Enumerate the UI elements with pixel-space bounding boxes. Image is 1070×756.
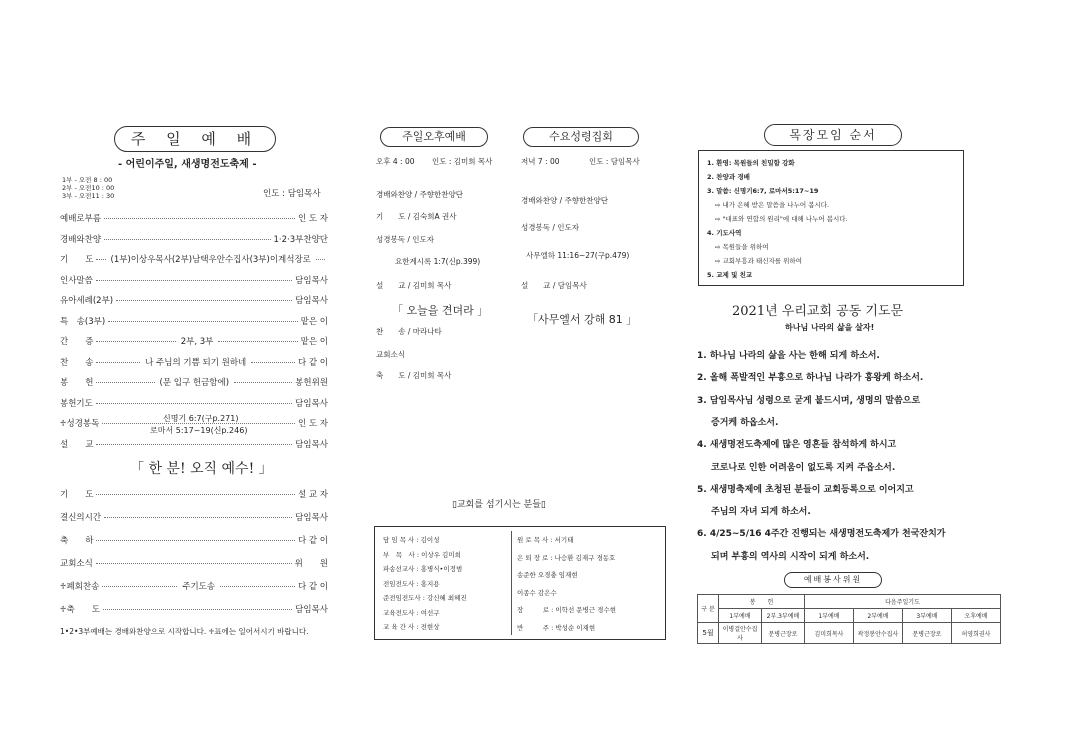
table-header-next: 다음주일기도 [805, 595, 1001, 609]
order-item-detail: 2부, 3부 [180, 337, 214, 347]
dot-leader [116, 300, 292, 301]
order-item-person: 담임목사 [295, 398, 328, 409]
worship-order-row [60, 335, 328, 347]
dot-leader [316, 259, 325, 260]
order-item-label: 봉 헌 [60, 378, 94, 388]
table-sub-4: 2부예배 [854, 609, 903, 623]
worship-order-row [60, 212, 328, 224]
worship-leader: 인도 : 담임목사 [263, 189, 321, 199]
table-cell: 곽정봉안수집사 [854, 623, 903, 644]
order-item-label: 축 하 [60, 536, 94, 546]
dot-leader [220, 586, 295, 587]
order-item-label: 봉헌기도 [60, 398, 93, 409]
order-item-label: 기 도 [60, 255, 94, 265]
table-cell: 이병걸안수집사 [719, 623, 762, 644]
worship-time-3: 3부 - 오전11 : 30 [62, 192, 115, 200]
scripture-2: 로마서 5:17~19(신p.246) [150, 426, 248, 435]
dot-leader [96, 403, 292, 404]
worship-order-row [60, 274, 328, 286]
table-sub-6: 오후예배 [952, 609, 1001, 623]
table-sub-5: 3부예배 [903, 609, 952, 623]
prayer-line: 2. 올해 폭발적인 부흥으로 하나님 나라가 흥왕케 하소서. [697, 373, 924, 384]
worship-order-row [60, 294, 328, 306]
worship-order-row [60, 511, 328, 523]
wednesday-leader: 인도 : 담임목사 [589, 157, 640, 166]
worship-order-row [60, 397, 328, 409]
order-item-label: 인사말씀 [60, 275, 93, 286]
servant-entry: 준전임전도사 : 강신혜 최혜진 [383, 594, 467, 602]
cell-group-item: 2. 찬양과 경배 [707, 173, 750, 181]
order-item-label: ♱축 도 [60, 605, 100, 615]
afternoon-line-8: 축 도 / 김미희 목사 [376, 371, 452, 380]
order-item-person: 인 도 자 [297, 419, 328, 429]
order-item-person: 다 같 이 [297, 536, 328, 546]
dot-leader [104, 218, 295, 219]
table-cell: 문병근장로 [903, 623, 952, 644]
sunday-sermon-title: 「 한 분! 오직 예수! 」 [130, 461, 273, 477]
order-item-detail: 나 주님의 기쁨 되기 원하네 [145, 357, 247, 368]
servant-entry: 이종수 감은수 [517, 588, 557, 597]
wednesday-line-2: 성경봉독 / 인도자 [521, 223, 580, 232]
order-item-person: 위 원 [294, 559, 328, 569]
afternoon-line-1: 경배와찬양 / 주향한찬양단 [376, 190, 463, 199]
order-item-person: 설 교 자 [297, 490, 328, 500]
servant-entry: 은 퇴 장 로 : 나승환 김재구 경동호 [517, 553, 616, 562]
service-committee-title: 예배봉사위원 [784, 572, 882, 588]
order-item-person: 담임목사 [295, 513, 328, 523]
worship-order-row [60, 253, 328, 265]
order-item-label: 경배와찬양 [60, 234, 102, 245]
order-item-label: 결신의시간 [60, 513, 102, 523]
servant-entry: 장 로 : 이학선 문병근 경수현 [517, 606, 617, 614]
prayer-line: 주님의 자녀 되게 하소서. [711, 507, 811, 518]
prayer-line: 되며 부흥의 역사의 시작이 되게 하소서. [711, 551, 870, 562]
afternoon-line-7: 교회소식 [376, 350, 405, 359]
cell-group-title: 목장모임 순서 [764, 124, 902, 146]
worship-order-row [60, 580, 328, 592]
servant-entry: 교육전도사 : 여선구 [383, 608, 440, 617]
dot-leader [96, 540, 295, 541]
afternoon-leader: 인도 : 김미희 목사 [432, 157, 493, 166]
order-item-detail: 주기도송 [182, 582, 216, 592]
order-item-person: 담임목사 [295, 275, 328, 286]
prayer-line: 증거케 하옵소서. [711, 417, 779, 428]
table-month: 5월 [698, 623, 719, 644]
prayer-line: 1. 하나님 나라의 삶을 사는 한해 되게 하소서. [697, 351, 880, 361]
table-header-bongheon: 봉 헌 [719, 595, 805, 609]
prayer-line: 3. 담임목사님 성령으로 굳게 붙드시며, 생명의 말씀으로 [697, 395, 921, 406]
worship-order-row [60, 233, 328, 245]
order-item-detail: (문 입구 헌금함에) [159, 378, 230, 388]
afternoon-sermon-title: 「 오늘을 견뎌라 」 [392, 304, 489, 317]
servants-box [374, 526, 666, 640]
dot-leader [96, 341, 175, 342]
prayer-line: 코로나로 인한 어려움이 없도록 지켜 주옵소서. [711, 462, 896, 473]
dot-leader [96, 280, 292, 281]
order-item-label: 간 증 [60, 337, 94, 347]
dot-leader [108, 321, 297, 322]
dot-leader [96, 259, 105, 260]
worship-order-row [60, 376, 328, 388]
afternoon-time: 오후 4 : 00 [376, 157, 415, 166]
prayer-line: 6. 4/25~5/16 4주간 진행되는 새생명전도축제가 천국잔치가 [697, 529, 946, 540]
cell-group-item: ⇨ 내가 은혜 받은 말씀을 나누어 봅시다. [715, 201, 830, 209]
cell-group-box [698, 150, 964, 286]
worship-footnote: 1•2•3부예배는 경배와찬양으로 시작합니다. ♱표에는 일어서시기 바랍니다. [60, 627, 309, 636]
dot-leader [96, 494, 295, 495]
servant-entry: 부 목 사 : 이상우 김미희 [383, 550, 461, 559]
afternoon-line-5: 설 교 / 김미희 목사 [376, 281, 452, 290]
worship-order-row [60, 603, 328, 615]
table-sub-1: 1부예배 [719, 609, 762, 623]
afternoon-line-6: 찬 송 / 마라나타 [376, 327, 442, 336]
order-item-label: 예배로부름 [60, 214, 102, 224]
cell-group-item: 4. 기도사역 [707, 229, 742, 237]
wednesday-scripture: 사무엘하 11:16~27(구p.479) [526, 251, 630, 260]
order-item-label: 설 교 [60, 439, 94, 450]
order-item-label: 유아세례(2부) [60, 296, 114, 306]
dot-leader [96, 563, 292, 564]
order-item-label: ♱성경봉독 [60, 419, 100, 429]
servant-entry: 반 주 : 박성순 이재현 [517, 623, 596, 632]
worship-time-1: 1부 - 오전 8 : 00 [62, 176, 113, 184]
servant-entry: 파송선교사 : 홍병식•이정범 [383, 565, 463, 573]
servant-entry: 원 로 목 사 : 서기태 [517, 536, 574, 544]
wednesday-sermon-title: 「사무엘서 강해 81 」 [527, 313, 638, 326]
worship-order-row [60, 488, 328, 500]
dot-leader [234, 382, 292, 383]
wednesday-time: 저녁 7 : 00 [521, 157, 560, 166]
dot-leader [251, 362, 295, 363]
prayer-subtitle: 하나님 나라의 삶을 살자! [785, 323, 875, 332]
sunday-worship-title: 주 일 예 배 [114, 126, 276, 152]
servant-entry: 교 육 간 사 : 전현상 [383, 623, 440, 631]
order-item-person: 맡은 이 [300, 337, 328, 347]
table-cell: 김미희목사 [805, 623, 854, 644]
worship-order-row [60, 438, 328, 450]
servants-title: ▯교회를 섬기시는 분들▯ [452, 500, 546, 510]
table-sub-3: 1부예배 [805, 609, 854, 623]
wednesday-title: 수요성령집회 [523, 127, 639, 147]
order-item-person: 맡은 이 [300, 316, 328, 327]
prayer-line: 4. 새생명전도축제에 많은 영혼들 참석하게 하시고 [697, 440, 897, 451]
dot-leader [104, 517, 292, 518]
order-item-person: 봉헌위원 [295, 378, 328, 388]
cell-group-item: ⇨ "대표와 연합의 원리"에 대해 나누어 봅시다. [715, 215, 848, 223]
table-sub-2: 2부.3부예배 [762, 609, 805, 623]
wednesday-line-4: 설 교 / 담임목사 [521, 281, 587, 290]
prayer-line: 5. 새생명축제에 초청된 분들이 교회등록으로 이어지고 [697, 484, 914, 495]
order-item-label: 찬 송 [60, 357, 94, 368]
dot-leader [96, 444, 292, 445]
order-item-label: 특 송(3부) [60, 316, 106, 327]
dot-leader [103, 609, 292, 610]
dot-leader [218, 341, 297, 342]
worship-order-row [60, 315, 328, 327]
table-cell: 허영희권사 [952, 623, 1001, 644]
scripture-1: 신명기 6:7(구p.271) [163, 414, 239, 423]
dot-leader [104, 239, 270, 240]
service-committee-table [697, 594, 1001, 644]
worship-order-row [60, 557, 328, 569]
servant-entry: 송준한 오경충 임재현 [517, 571, 578, 579]
order-item-person: 다 같 이 [297, 357, 328, 368]
cell-group-item: 1. 환영: 목원들의 친밀함 강화 [707, 159, 795, 167]
order-item-person: 1·2·3부찬양단 [273, 234, 328, 245]
order-item-detail: (1부)이상우목사(2부)남택우안수집사(3부)이계석장로 [110, 255, 311, 265]
cell-group-item: 3. 말씀: 신명기6:7, 로마서5:17~19 [707, 187, 819, 195]
order-item-person: 다 같 이 [297, 582, 329, 592]
dot-leader [102, 586, 177, 587]
afternoon-worship-title: 주일오후예배 [380, 127, 488, 147]
table-cell: 문병근장로 [762, 623, 805, 644]
afternoon-line-2: 기 도 / 김숙희A 권사 [376, 212, 457, 221]
dot-leader [96, 382, 154, 383]
worship-order-row [60, 534, 328, 546]
order-item-label: 교회소식 [60, 559, 93, 569]
table-header-gubun: 구 분 [698, 595, 719, 623]
sunday-worship-subtitle: - 어린이주일, 새생명전도축제 - [118, 159, 257, 170]
cell-group-item: 5. 교제 및 친교 [707, 271, 753, 279]
order-item-label: ♱폐회찬송 [60, 582, 100, 592]
order-item-person: 담임목사 [295, 605, 328, 615]
servant-entry: 전임전도사 : 홍지용 [383, 579, 440, 588]
prayer-title: 2021년 우리교회 공동 기도문 [732, 304, 904, 319]
afternoon-scripture: 요한계시록 1:7(신p.399) [395, 257, 481, 266]
wednesday-line-1: 경배와찬양 / 주향한찬양단 [521, 196, 608, 205]
worship-order-row [60, 356, 328, 368]
dot-leader [96, 362, 140, 363]
cell-group-item: ⇨ 교회부흥과 태신자를 위하여 [715, 257, 802, 265]
order-item-person: 인 도 자 [297, 214, 328, 224]
order-item-label: 기 도 [60, 490, 94, 500]
worship-time-2: 2부 - 오전10 : 00 [62, 184, 115, 192]
afternoon-line-3: 성경봉독 / 인도자 [376, 235, 435, 244]
servant-entry: 담 임 목 사 : 김이성 [383, 536, 440, 544]
order-item-person: 담임목사 [295, 296, 328, 306]
cell-group-item: ⇨ 목원들을 위하여 [715, 243, 769, 251]
order-item-person: 담임목사 [295, 439, 328, 450]
